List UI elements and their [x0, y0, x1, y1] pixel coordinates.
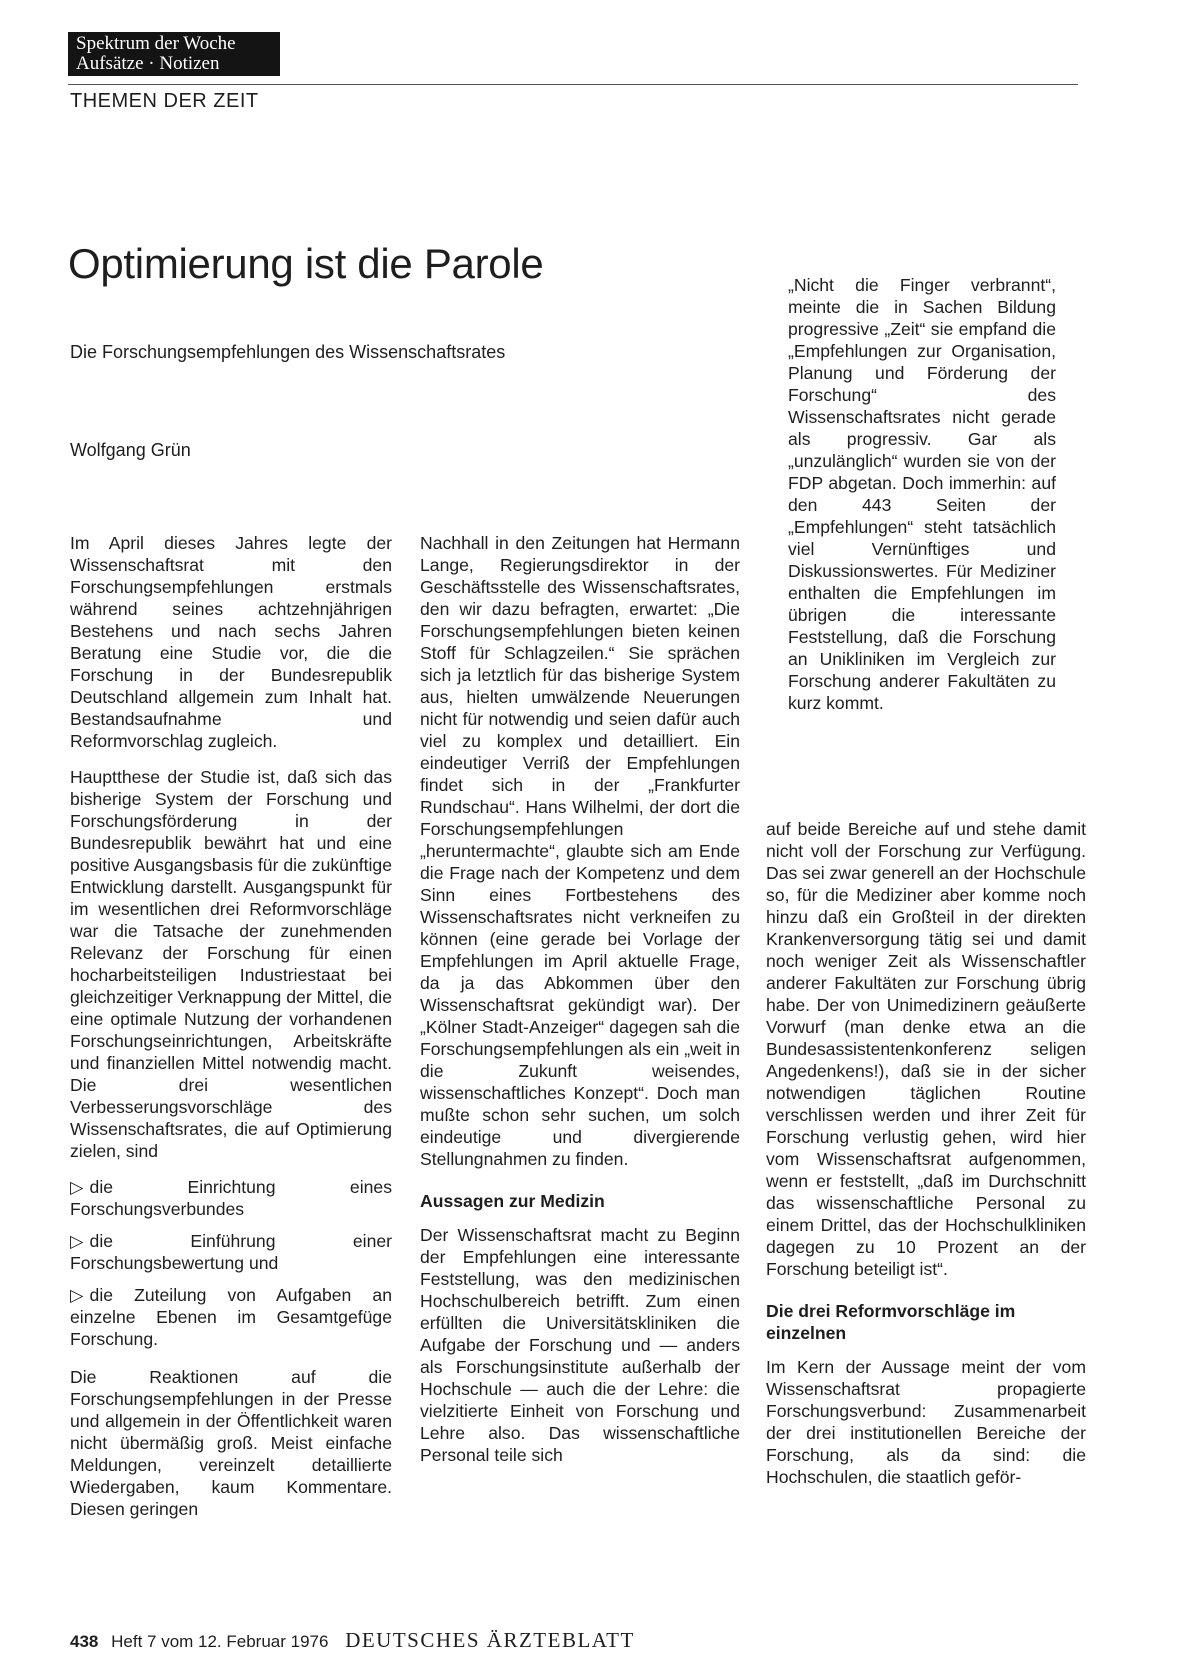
- paragraph: Im April dieses Jahres legte der Wissenschaftsrat mit den Forschungsempfehlungen erstmals während seines achtzehnjährigen Bestehens und nach sechs Jahren Beratung eine Studie vor, die die Forschung in der Bundesrepublik Deutschland allgemein zum Inhalt hat. Bestandsaufnahme und Reformvorschlag zugleich.: [70, 533, 392, 751]
- article-author: Wolfgang Grün: [70, 440, 191, 460]
- triangle-bullet-icon: ▷: [70, 1231, 84, 1251]
- column-3-intro: [788, 274, 1056, 728]
- list-item-text: die Einführung einer Forschungsbewertung und: [70, 1231, 392, 1273]
- paragraph: Nachhall in den Zeitungen hat Hermann Lange, Regierungsdirektor in der Geschäftsstelle des Wissenschaftsrates, den wir dazu befragten, erwartet: „Die Forschungsempfehlungen bieten keinen Stoff für Schlagzeilen.“ Sie sprächen sich ja letztlich für das bisherige System aus, hielten umwälzende Neuerungen nicht für notwendig und seien dafür auch viel zu komplex und detailliert. Ein eindeutiger Verriß der Empfehlungen findet sich in der „Frankfurter Rundschau“. Hans Wilhelmi, der dort die Forschungsempfehlungen „heruntermachte“, glaubte sich am Ende die Frage nach der Kompetenz und dem Sinn eines Fortbestehens des Wissenschaftsrates nicht verkneifen zu können (eine gerade bei Vorlage der Empfehlungen im April aktuelle Frage, da ja das Abkommen über den Wissenschaftsrat gekündigt war). Der „Kölner Stadt-Anzeiger“ dagegen sah die Forschungsempfehlungen als ein „weit in die Zukunft weisendes, wissenschaftliches Konzept“. Doch man mußte schon sehr suchen, um solch eindeutige und divergierende Stellungnahmen zu finden.: [420, 533, 740, 1169]
- triangle-bullet-icon: ▷: [70, 1177, 84, 1197]
- article-title: Optimierung ist die Parole: [68, 240, 544, 287]
- issue-info: Heft 7 vom 12. Februar 1976: [111, 1632, 329, 1651]
- badge-line-1: Spektrum der Woche: [76, 33, 236, 54]
- header-rule: [68, 84, 1078, 85]
- badge-line-2: Aufsätze · Notizen: [76, 53, 220, 74]
- section-badge: [68, 32, 280, 76]
- paragraph: „Nicht die Finger verbrannt“, meinte die in Sachen Bildung progressive „Zeit“ sie empfand die „Empfehlungen zur Organisation, Planung und Förderung der Forschung“ des Wissenschaftsrates nicht gerade als progressiv. Gar als „unzulänglich“ wurden sie von der FDP abgetan. Doch immerhin: auf den 443 Seiten der „Empfehlungen“ steht tatsächlich viel Vernünftiges und Diskussionswertes. Für Mediziner enthalten die Empfehlungen im übrigen die interessante Feststellung, daß die Forschung an Unikliniken im Vergleich zur Forschung anderer Fakultäten zu kurz kommt.: [788, 275, 1056, 713]
- column-3: [766, 818, 1086, 1502]
- article-subtitle: Die Forschungsempfehlungen des Wissenschaftsrates: [70, 342, 506, 362]
- section-heading: Aussagen zur Medizin: [420, 1191, 605, 1211]
- column-2: [420, 532, 740, 1480]
- paragraph: Die Reaktionen auf die Forschungsempfehlungen in der Presse und allgemein in der Öffentlichkeit waren nicht übermäßig groß. Meist einfache Meldungen, vereinzelt detaillierte Wiedergaben, kaum Kommentare. Diesen geringen: [70, 1367, 392, 1519]
- paragraph: Der Wissenschaftsrat macht zu Beginn der Empfehlungen eine interessante Feststellung, was den medizinischen Hochschulbereich betrifft. Zum einen erfüllten die Universitätskliniken die Aufgabe der Forschung und — anders als Forschungsinstitute außerhalb der Hochschule — auch die der Lehre: die vielzitierte Einheit von Forschung und Lehre also. Das wissenschaftliche Personal teile sich: [420, 1225, 740, 1465]
- column-1: [70, 532, 392, 1534]
- list-item-text: die Zuteilung von Aufgaben an einzelne Ebenen im Gesamtgefüge Forschung.: [70, 1285, 392, 1349]
- list-item: [70, 1176, 392, 1220]
- paragraph: Im Kern der Aussage meint der vom Wissenschaftsrat propagierte Forschungsverbund: Zusammenarbeit der drei institutionellen Bereiche der Forschung, als da sind: die Hochschulen, die staatlich geför-: [766, 1357, 1086, 1487]
- page-footer: [70, 1628, 635, 1653]
- section-kicker: THEMEN DER ZEIT: [70, 90, 259, 112]
- masthead: DEUTSCHES ÄRZTEBLATT: [345, 1628, 635, 1652]
- section-heading: Die drei Reformvorschläge im einzelnen: [766, 1301, 1016, 1343]
- list-item-text: die Einrichtung eines Forschungsverbundes: [70, 1177, 392, 1219]
- list-item: [70, 1284, 392, 1350]
- list-item: [70, 1230, 392, 1274]
- paragraph: Hauptthese der Studie ist, daß sich das bisherige System der Forschung und Forschungsförderung in der Bundesrepublik bewährt hat und eine positive Ausgangsbasis für die zukünftige Entwicklung darstellt. Ausgangspunkt für im wesentlichen drei Reformvorschläge war die Tatsache der zunehmenden Relevanz der Forschung für einen hocharbeitsteiligen Industriestaat bei gleichzeitiger Verknappung der Mittel, die eine optimale Nutzung der vorhandenen Forschungseinrichtungen, Arbeitskräfte und finanziellen Mittel notwendig macht. Die drei wesentlichen Verbesserungsvorschläge des Wissenschaftsrates, die auf Optimierung zielen, sind: [70, 767, 392, 1161]
- paragraph: auf beide Bereiche auf und stehe damit nicht voll der Forschung zur Verfügung. Das sei zwar generell an der Hochschule so, für die Mediziner aber komme noch hinzu daß ein Großteil in der direkten Krankenversorgung tätig sei und damit noch weniger Zeit als Wissenschaftler anderer Fakultäten zur Forschung übrig habe. Der von Unimedizinern geäußerte Vorwurf (man denke etwa an die Bundesassistentenkonferenz seligen Angedenkens!), daß sie in der sicher notwendigen täglichen Routine verschlissen werden und ihrer Zeit für Forschung verlustig gehen, wird hier vom Wissenschaftsrat aufgenommen, wenn er feststellt, „daß im Durchschnitt das wissenschaftliche Personal zu einem Drittel, das der Hochschulkliniken dagegen zu 10 Prozent an der Forschung beteiligt ist“.: [766, 819, 1086, 1279]
- triangle-bullet-icon: ▷: [70, 1285, 84, 1305]
- page-number: 438: [70, 1632, 99, 1651]
